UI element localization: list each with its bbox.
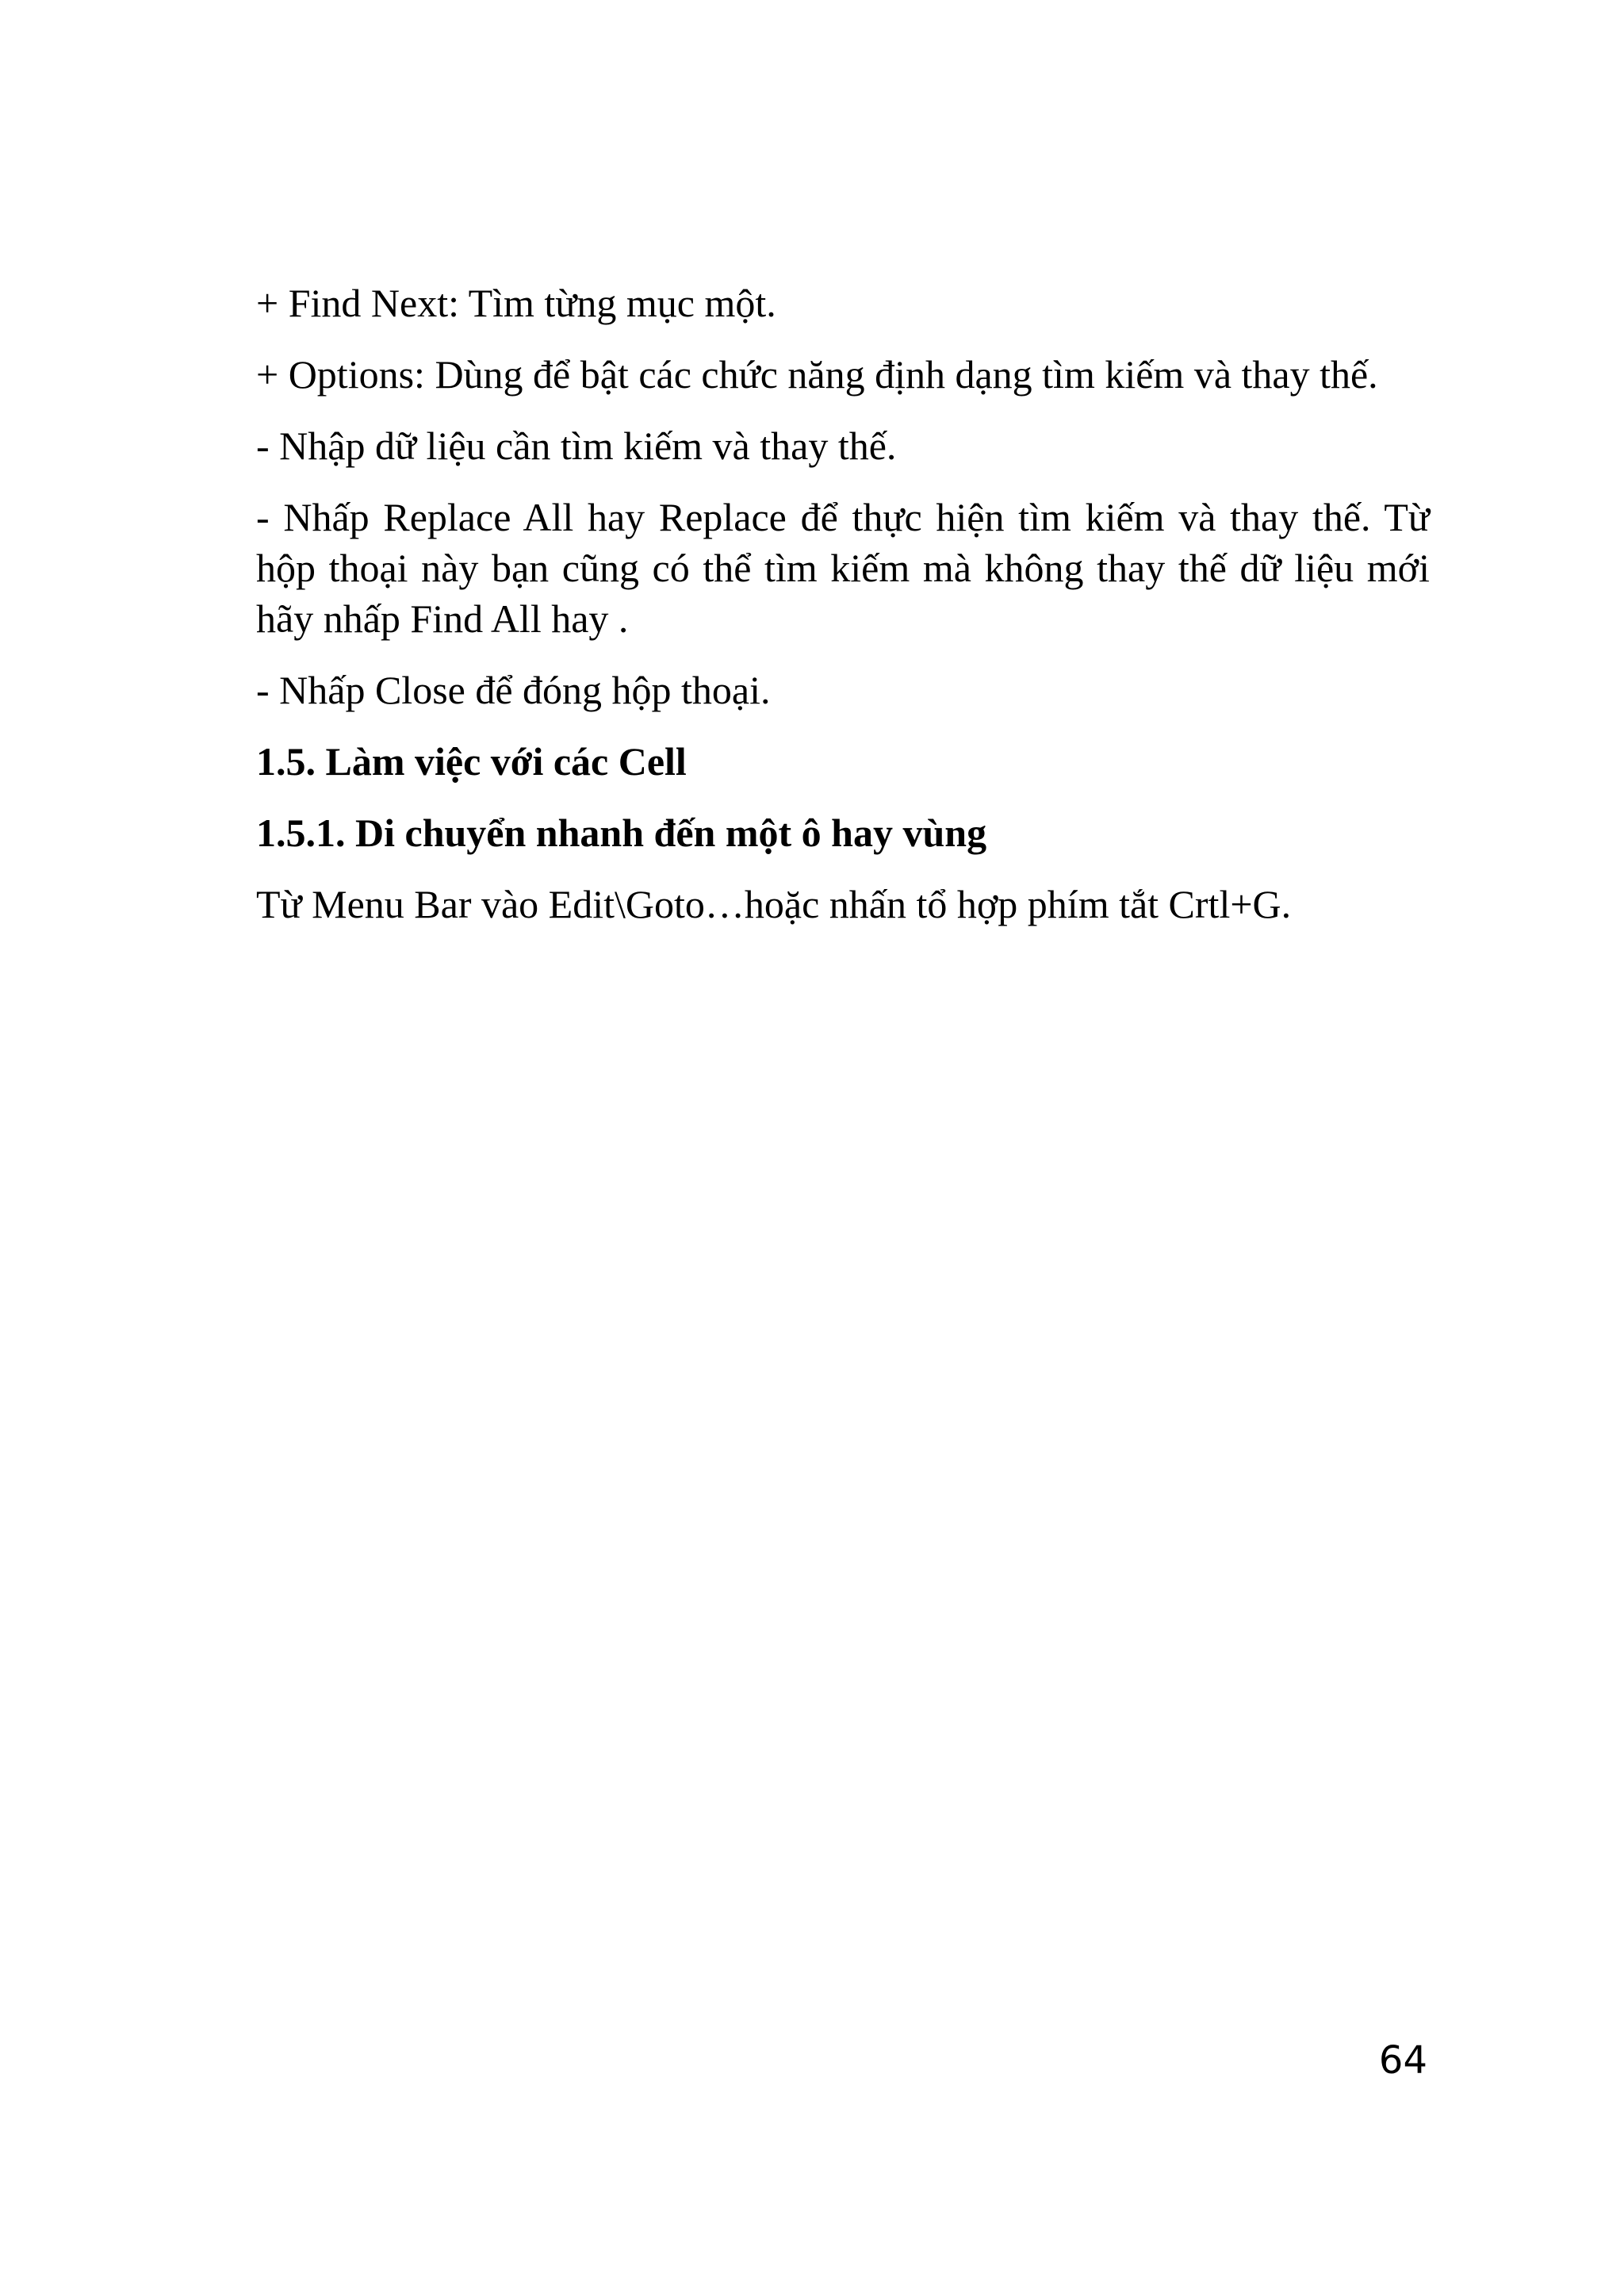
paragraph-find-next: + Find Next: Tìm từng mục một. [256, 281, 776, 325]
paragraph-enter-data: - Nhập dữ liệu cần tìm kiếm và thay thế. [256, 424, 897, 468]
section-heading: 1.5. Làm việc với các Cell [256, 739, 687, 784]
body-text-goto: Từ Menu Bar vào Edit\Goto…hoặc nhấn tổ hợp phím tắt Crtl+G. [256, 882, 1292, 926]
paragraph-options: + Options: Dùng để bật các chức năng định dạng tìm kiếm và thay thế. [256, 352, 1378, 397]
page-content [256, 278, 1430, 950]
paragraph-close: - Nhấp Close để đóng hộp thoại. [256, 668, 771, 712]
page-number: 64 [1378, 2038, 1427, 2083]
paragraph-replace-all: - Nhấp Replace All hay Replace để thực hiện tìm kiếm và thay thế. Từ hộp thoại này bạn cũng có thể tìm kiếm mà không thay thế dữ liệu mới hãy nhấp Find All hay . [256, 495, 1430, 641]
subsection-heading: 1.5.1. Di chuyển nhanh đến một ô hay vùng [256, 811, 987, 855]
